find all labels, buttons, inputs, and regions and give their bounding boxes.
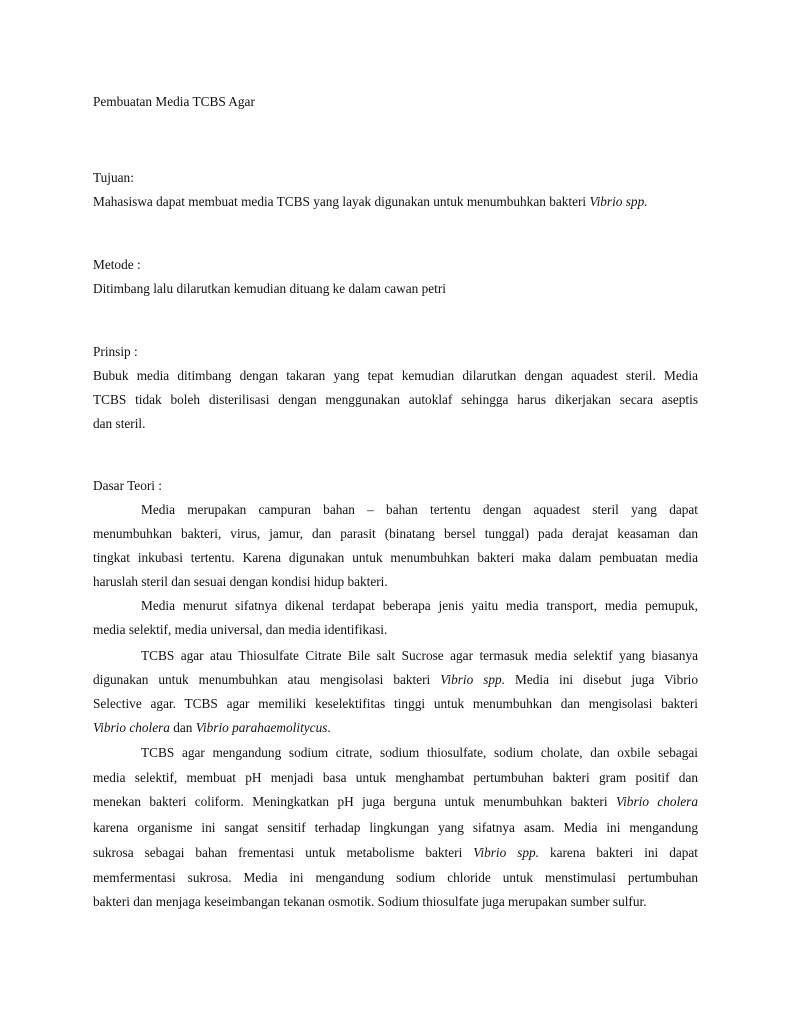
text-run-italic: Vibrio cholera bbox=[615, 794, 698, 809]
paragraph-line bbox=[93, 794, 698, 810]
text-run: . bbox=[327, 720, 331, 735]
paragraph-line: media selektif, media universal, dan media identifikasi. bbox=[93, 622, 388, 637]
paragraph-line: Media menurut sifatnya dikenal terdapat beberapa jenis yaitu media transport, media pemupuk, bbox=[141, 598, 698, 613]
paragraph-line: bakteri dan menjaga keseimbangan tekanan osmotik. Sodium thiosulfate juga merupakan sumber sulfur. bbox=[93, 894, 647, 909]
text-run: Media ini disebut juga Vibrio bbox=[505, 672, 698, 687]
prinsip-line: Bubuk media ditimbang dengan takaran yang tepat kemudian dilarutkan dengan aquadest steril. Media bbox=[93, 368, 698, 383]
text-run: digunakan untuk menumbuhkan atau mengisolasi bakteri bbox=[93, 672, 441, 687]
paragraph-line: TCBS agar atau Thiosulfate Citrate Bile salt Sucrose agar termasuk media selektif yang biasanya bbox=[141, 648, 698, 663]
document-title: Pembuatan Media TCBS Agar bbox=[93, 94, 255, 109]
prinsip-heading: Prinsip : bbox=[93, 344, 138, 359]
paragraph-line: Selective agar. TCBS agar memiliki keselektifitas tinggi untuk menumbuhkan dan mengisolasi bakteri bbox=[93, 696, 698, 711]
text-run: karena bakteri ini dapat bbox=[538, 845, 698, 860]
paragraph-line bbox=[93, 672, 698, 688]
dasar-teori-heading: Dasar Teori : bbox=[93, 478, 162, 493]
paragraph-line: karena organisme ini sangat sensitif terhadap lingkungan yang sifatnya asam. Media ini mengandung bbox=[93, 820, 698, 835]
prinsip-line: TCBS tidak boleh disterilisasi dengan menggunakan autoklaf sehingga harus dikerjakan secara aseptis bbox=[93, 392, 698, 407]
paragraph-line: tingkat inkubasi tertentu. Karena digunakan untuk menumbuhkan bakteri maka dalam pembuatan media bbox=[93, 550, 698, 565]
prinsip-line: dan steril. bbox=[93, 416, 146, 431]
text-run: menekan bakteri coliform. Meningkatkan pH juga berguna untuk menumbuhkan bakteri bbox=[93, 794, 616, 809]
tujuan-heading: Tujuan: bbox=[93, 170, 134, 185]
paragraph-line: media selektif, membuat pH menjadi basa untuk menghambat pertumbuhan bakteri gram positif dan bbox=[93, 770, 698, 785]
paragraph-line bbox=[93, 720, 331, 736]
metode-heading: Metode : bbox=[93, 257, 141, 272]
paragraph-line: haruslah steril dan sesuai dengan kondisi hidup bakteri. bbox=[93, 574, 388, 589]
text-run: sukrosa sebagai bahan frementasi untuk metabolisme bakteri bbox=[93, 845, 474, 860]
text-run-italic: Vibrio parahaemolitycus bbox=[195, 720, 328, 735]
text-run-italic: Vibrio spp. bbox=[440, 672, 506, 687]
paragraph-line: TCBS agar mengandung sodium citrate, sodium thiosulfate, sodium cholate, dan oxbile sebagai bbox=[141, 745, 698, 760]
paragraph-line bbox=[93, 845, 698, 861]
text-run-italic: Vibrio spp. bbox=[473, 845, 539, 860]
tujuan-text bbox=[93, 194, 648, 210]
paragraph-line: Media merupakan campuran bahan – bahan tertentu dengan aquadest steril yang dapat bbox=[141, 502, 698, 517]
paragraph-line: memfermentasi sukrosa. Media ini mengandung sodium chloride untuk menstimulasi pertumbuhan bbox=[93, 870, 698, 885]
text-run-italic: Vibrio cholera bbox=[93, 720, 170, 735]
paragraph-line: menumbuhkan bakteri, virus, jamur, dan parasit (binatang bersel tunggal) pada derajat keasaman dan bbox=[93, 526, 698, 541]
tujuan-text-main: Mahasiswa dapat membuat media TCBS yang layak digunakan untuk menumbuhkan bakteri bbox=[93, 194, 590, 209]
tujuan-text-italic: Vibrio spp. bbox=[589, 194, 648, 209]
text-run: dan bbox=[169, 720, 196, 735]
metode-text: Ditimbang lalu dilarutkan kemudian dituang ke dalam cawan petri bbox=[93, 281, 446, 296]
